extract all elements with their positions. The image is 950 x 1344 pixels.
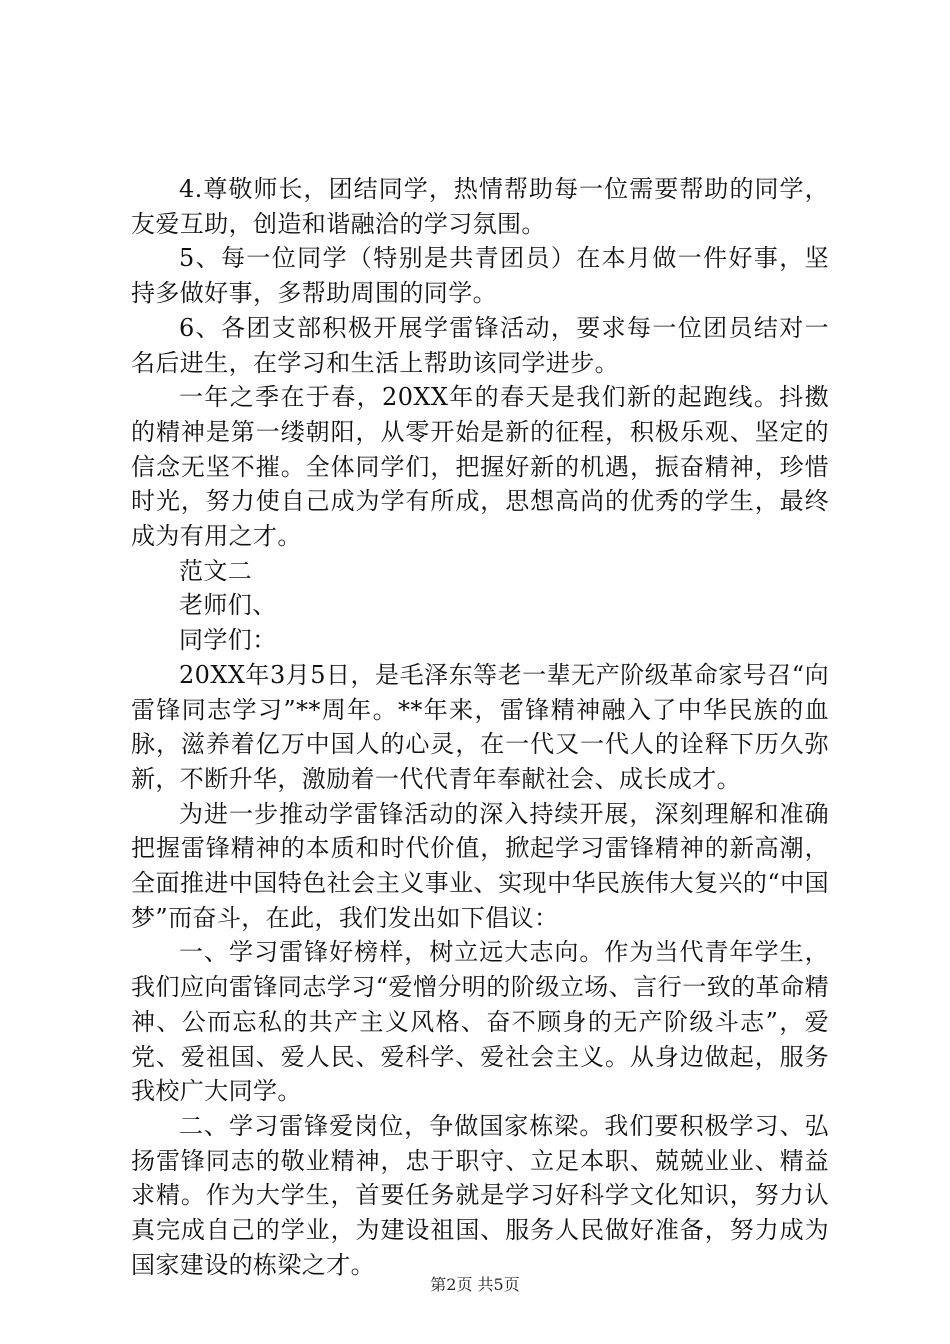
paragraph-initiative: 为进一步推动学雷锋活动的深入持续开展，深刻理解和准确把握雷锋精神的本质和时代价值，掀起学习雷锋精神的新高潮，全面推进中国特色社会主义事业、实现中华民族伟大复兴的“中国梦”而奋斗，在此，我们发出如下倡议： xyxy=(131,799,829,932)
paragraph-anniversary: 20XX年3月5日，是毛泽东等老一辈无产阶级革命家号召“向雷锋同志学习”**周年。**年来，雷锋精神融入了中华民族的血脉，滋养着亿万中国人的心灵，在一代又一代人的诠释下历久弥新，不断升华，激励着一代代青年奉献社会、成长成才。 xyxy=(131,660,829,793)
paragraph-item-4: 4.尊敬师长，团结同学，热情帮助每一位需要帮助的同学，友爱互助，创造和谐融洽的学习氛围。 xyxy=(131,175,829,238)
page-number-footer: 第2页 共5页 xyxy=(430,1275,520,1294)
section-heading-sample-two: 范文二 xyxy=(179,556,253,585)
paragraph-item-6: 6、各团支部积极开展学雷锋活动，要求每一位团员结对一名后进生，在学习和生活上帮助该同学进步。 xyxy=(131,313,829,377)
salutation-teachers: 老师们、 xyxy=(179,591,277,620)
paragraph-item-5: 5、每一位同学（特别是共青团员）在本月做一件好事，坚持多做好事，多帮助周围的同学。 xyxy=(131,244,829,308)
salutation-students: 同学们： xyxy=(179,626,277,655)
document-body xyxy=(131,172,829,1283)
paragraph-point-one: 一、学习雷锋好榜样，树立远大志向。作为当代青年学生，我们应向雷锋同志学习“爱憎分明的阶级立场、言行一致的革命精神、公而忘私的共产主义风格、奋不顾身的无产阶级斗志”，爱党、爱祖国、爱人民、爱科学、爱社会主义。从身边做起，服务我校广大同学。 xyxy=(131,938,829,1106)
paragraph-spring: 一年之季在于春，20XX年的春天是我们新的起跑线。抖擞的精神是第一缕朝阳，从零开始是新的征程，积极乐观、坚定的信念无坚不摧。全体同学们，把握好新的机遇，振奋精神，珍惜时光，努力使自己成为学有所成，思想高尚的优秀的学生，最终成为有用之才。 xyxy=(131,383,829,551)
paragraph-point-two: 二、学习雷锋爱岗位，争做国家栋梁。我们要积极学习、弘扬雷锋同志的敬业精神，忠于职守、立足本职、兢兢业业、精益求精。作为大学生，首要任务就是学习好科学文化知识，努力认真完成自己的学业，为建设祖国、服务人民做好准备，努力成为国家建设的栋梁之才。 xyxy=(131,1111,829,1279)
